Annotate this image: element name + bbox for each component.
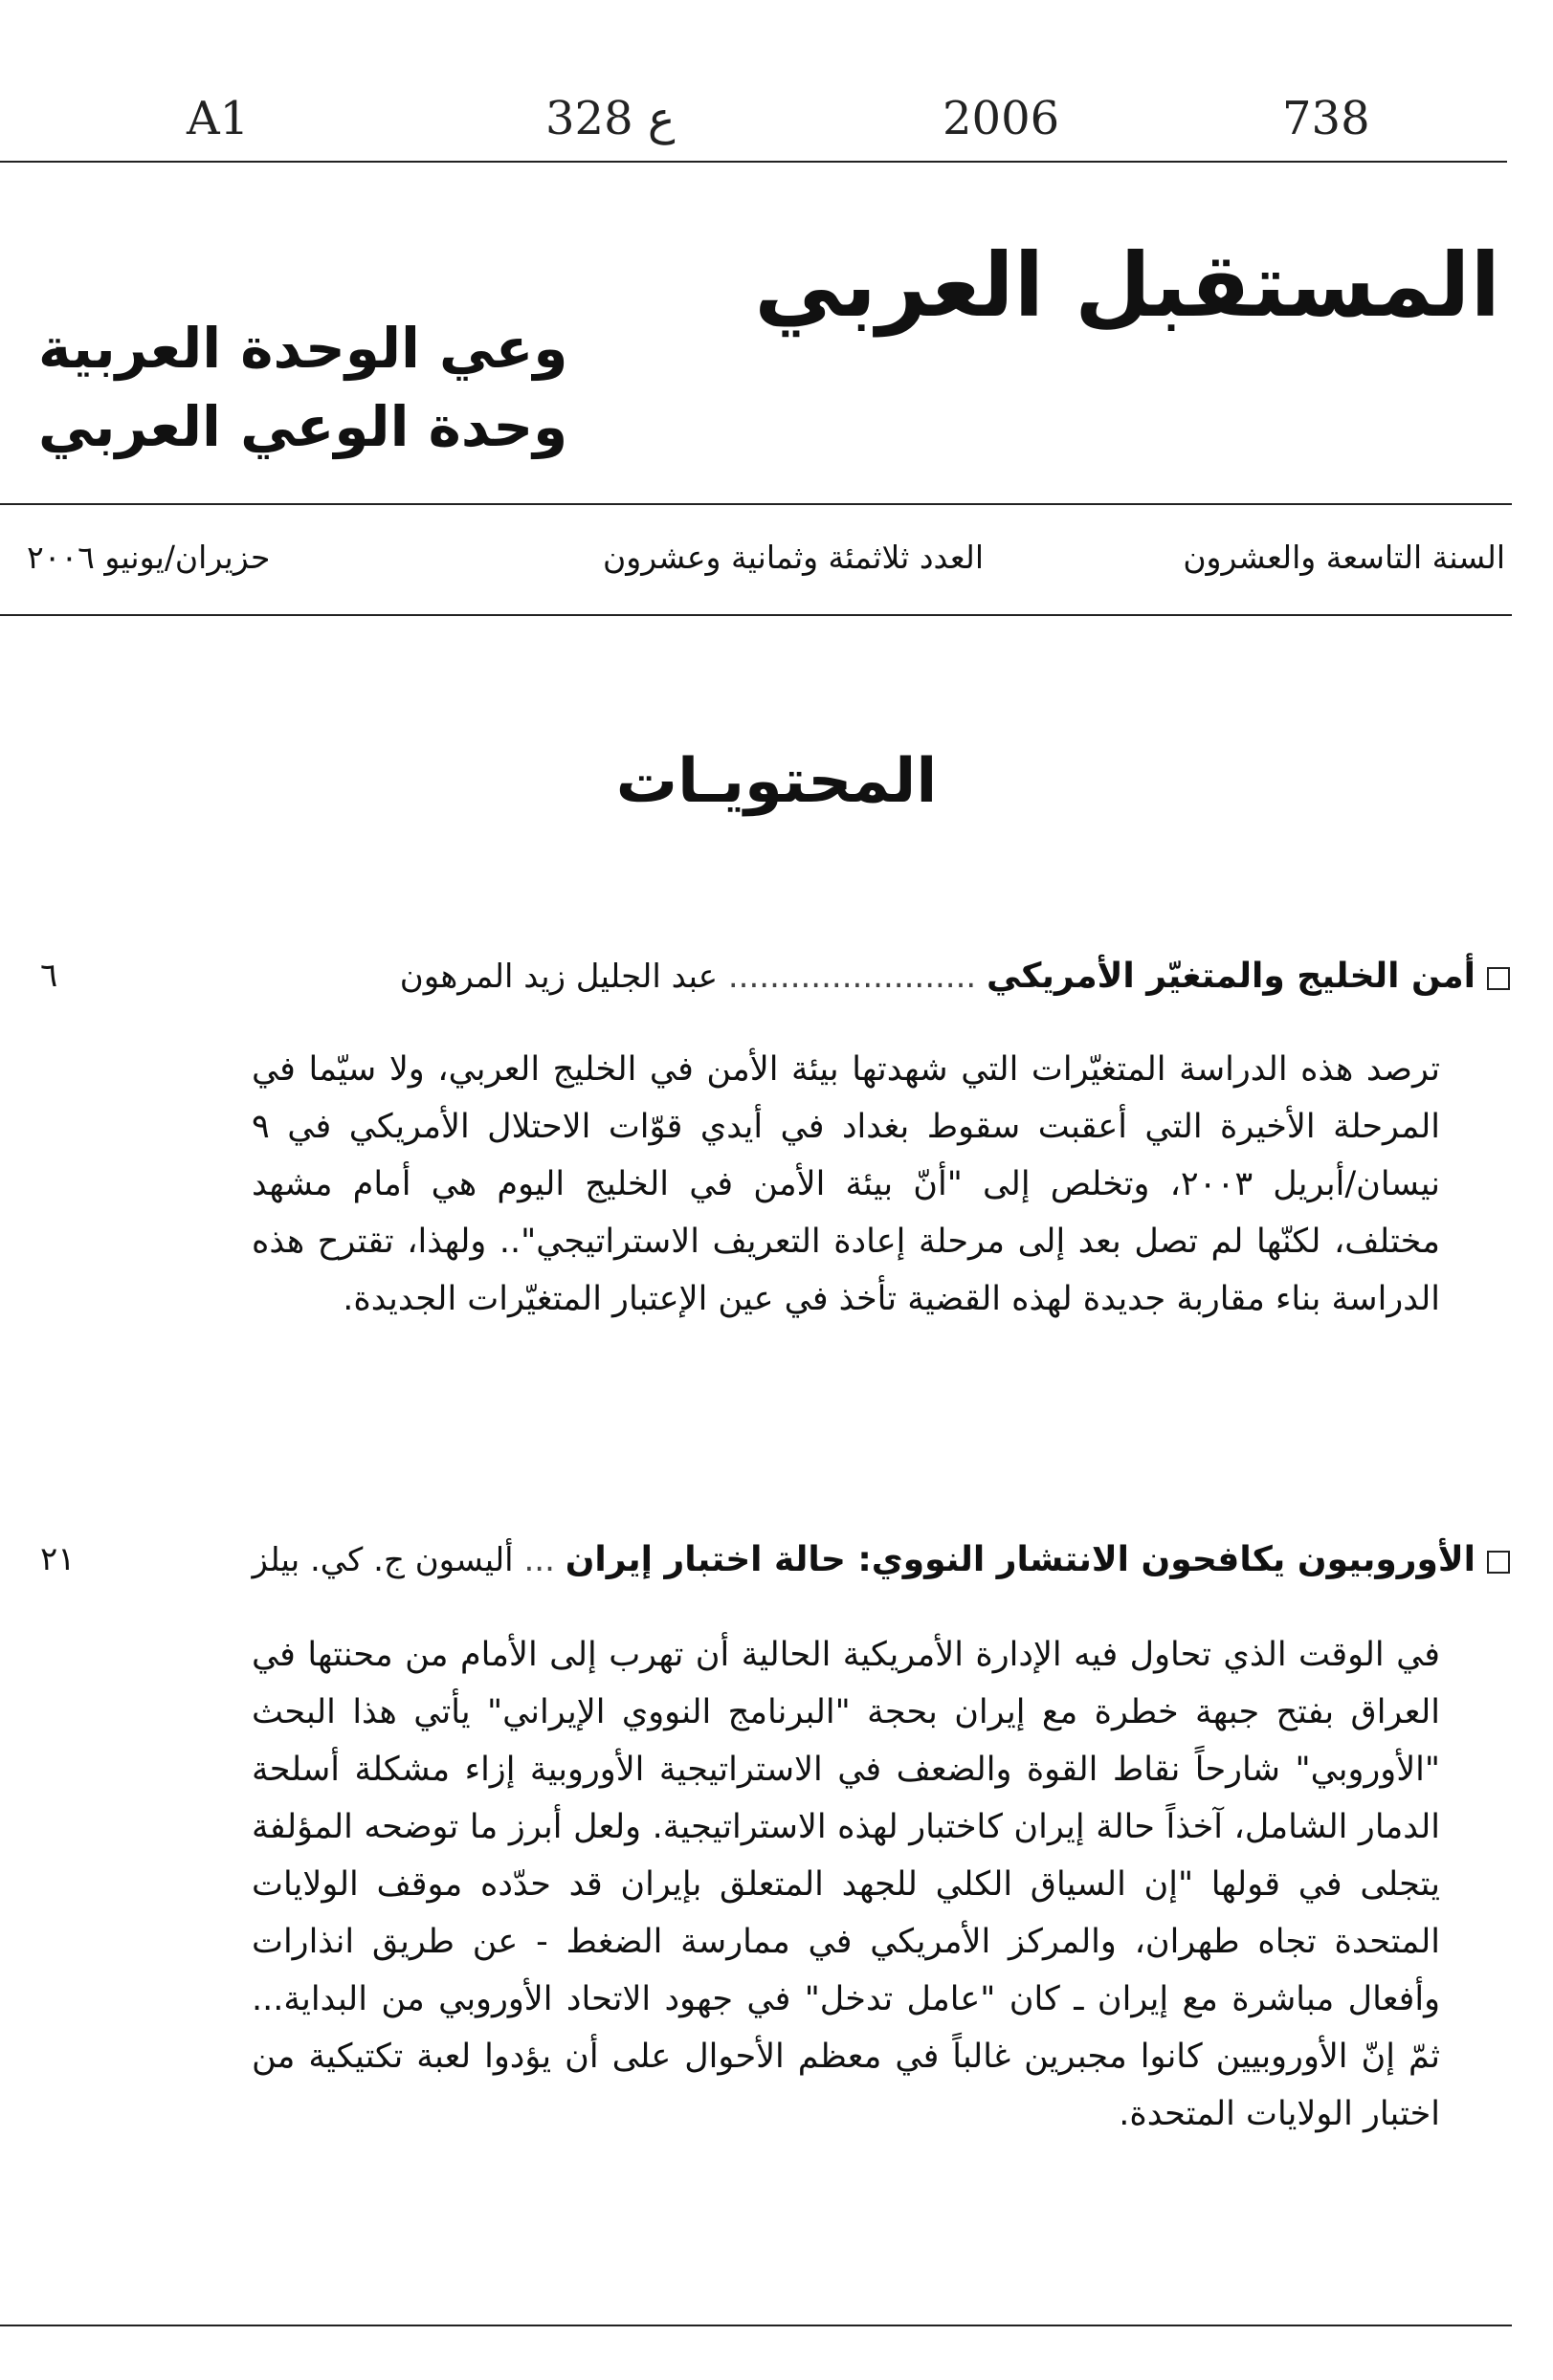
entry-1-page: ٦	[40, 957, 58, 995]
masthead-rule	[0, 503, 1512, 505]
top-rule	[0, 161, 1507, 163]
entry-1-leader-dots: ........................	[727, 958, 977, 996]
handwritten-code: A1	[187, 92, 250, 145]
entry-2-heading	[252, 1540, 1510, 1579]
slogan-line-2: وحدة الوعي العربي	[38, 394, 568, 459]
contents-title: المحتويـات	[615, 746, 938, 817]
entry-2-page: ٢١	[40, 1540, 76, 1578]
entry-1-heading	[400, 957, 1510, 996]
journal-logo: المستقبل العربي	[754, 234, 1500, 337]
meta-rule	[0, 614, 1512, 616]
entry-2-author: أليسون ج. كي. بيلز	[252, 1541, 514, 1579]
handwritten-year: 2006	[943, 92, 1060, 145]
handwritten-page-ref: 738	[1282, 92, 1370, 145]
entry-1-abstract: ترصد هذه الدراسة المتغيّرات التي شهدتها بيئة الأمن في الخليج العربي، ولا سيّما في المرحلة الأخيرة التي أعقبت سقوط بغداد في أيدي قوّات الاحتلال الأمريكي في ٩ نيسان/أبريل ٢٠٠٣، وتخلص إلى "أنّ بيئة الأمن في الخليج اليوم هي أمام مشهد مختلف، لكنّها لم تصل بعد إلى مرحلة إعادة التعريف الاستراتيجي".. ولهذا، تقترح هذه الدراسة بناء مقاربة جديدة لهذه القضية تأخذ في عين الإعتبار المتغيّرات الجديدة.	[252, 1050, 1441, 1318]
bottom-rule	[0, 2325, 1512, 2326]
entry-2-title: الأوروبيون يكافحون الانتشار النووي: حالة اختبار إيران	[565, 1540, 1475, 1579]
issue-date: حزيران/يونيو ٢٠٠٦	[27, 539, 271, 576]
slogan-line-1: وعي الوحدة العربية	[38, 316, 568, 381]
entry-2-abstract: في الوقت الذي تحاول فيه الإدارة الأمريكية الحالية أن تهرب إلى الأمام من محنتها في العراق بفتح جبهة خطرة مع إيران بحجة "البرنامج النووي الإيراني" يأتي هذا البحث "الأوروبي" شارحاً نقاط القوة والضعف في الاستراتيجية الأوروبية إزاء مشكلة أسلحة الدمار الشامل، آخذاً حالة إيران كاختبار لهذه الاستراتيجية. ولعل أبرز ما توضحه المؤلفة يتجلى في قولها "إن السياق الكلي للجهد المتعلق بإيران قد حدّده موقف الولايات المتحدة تجاه طهران، والمركز الأمريكي في ممارسة الضغط - عن طريق انذارات وأفعال مباشرة مع إيران ـ كان "عامل تدخل" في جهود الاتحاد الأوروبي من البداية... ثمّ إنّ الأوروبيين كانوا مجبرين غالباً في معظم الأحوال على أن يؤدوا لعبة تكتيكية من اختبار الولايات المتحدة.	[252, 1636, 1440, 2133]
checkbox-icon	[1487, 967, 1510, 990]
entry-1-title: أمن الخليج والمتغيّر الأمريكي	[987, 957, 1475, 996]
entry-1-author: عبد الجليل زيد المرهون	[399, 958, 719, 996]
entry-2-leader-dots: ...	[523, 1541, 555, 1579]
issue-number: العدد ثلاثمئة وثمانية وعشرون	[603, 539, 984, 576]
volume-year: السنة التاسعة والعشرون	[1183, 539, 1505, 576]
checkbox-icon	[1487, 1551, 1510, 1574]
handwritten-number: 328 ع	[545, 92, 676, 145]
